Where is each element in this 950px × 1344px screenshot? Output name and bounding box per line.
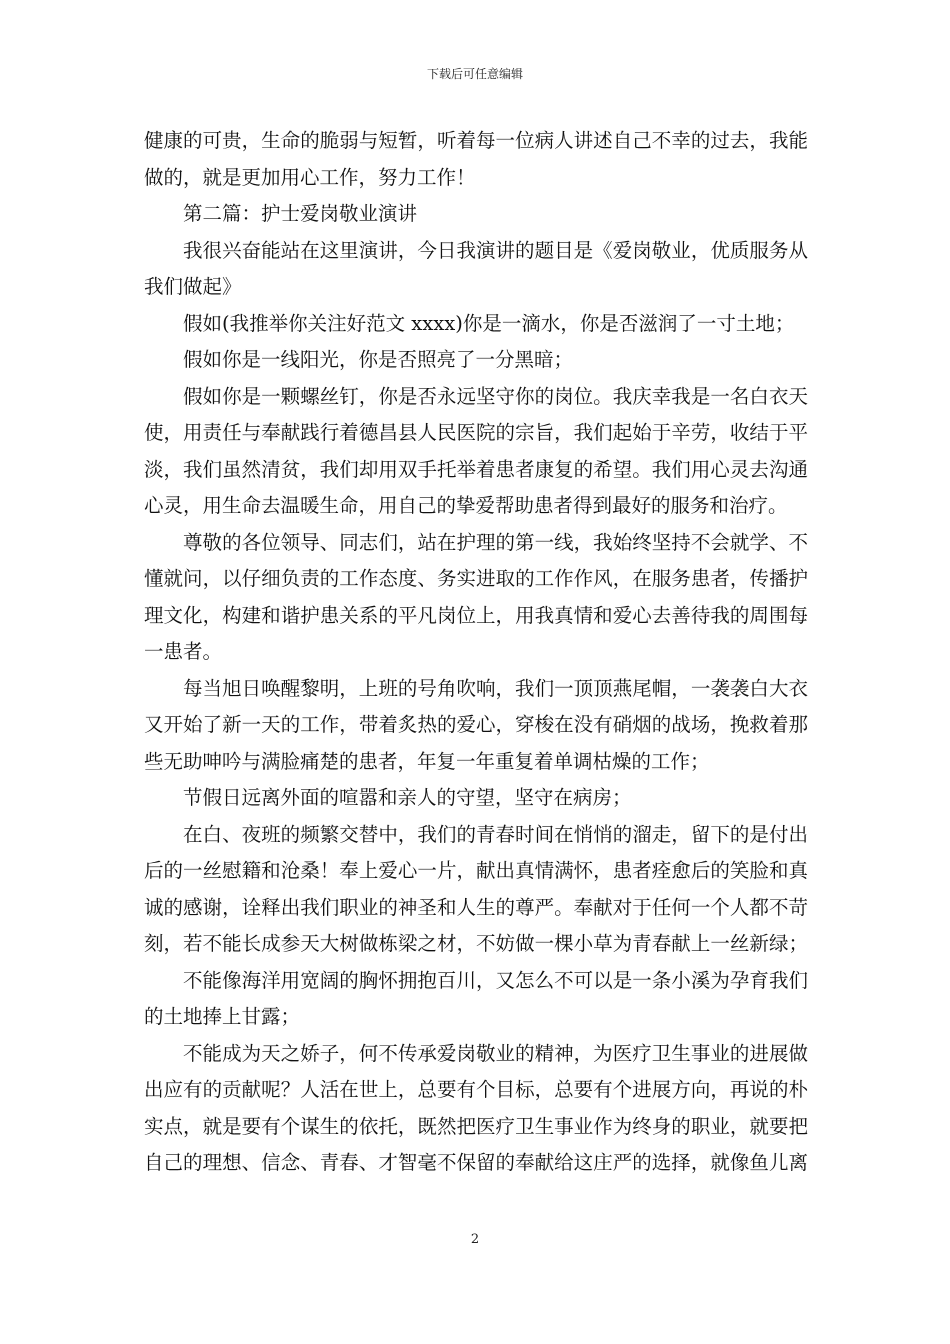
- text-line: 节假日远离外面的喧嚣和亲人的守望，坚守在病房；: [183, 786, 632, 809]
- text-line: 健康的可贵，生命的脆弱与短暂，听着每一位病人讲述自己不幸的过去，我能: [144, 129, 808, 152]
- text-line: 懂就问，以仔细负责的工作态度、务实进取的工作作风，在服务患者，传播护: [144, 567, 808, 590]
- text-line: 又开始了新一天的工作，带着炙热的爱心，穿梭在没有硝烟的战场，挽救着那: [144, 713, 808, 736]
- text-line: 心灵，用生命去温暖生命，用自己的挚爱帮助患者得到最好的服务和治疗。: [144, 494, 788, 517]
- text-line: 尊敬的各位领导、同志们，站在护理的第一线，我始终坚持不会就学、不: [183, 530, 808, 554]
- text-line: 我很兴奋能站在这里演讲，今日我演讲的题目是《爱岗敬业，优质服务从: [183, 238, 808, 262]
- text-line: 实点，就是要有个谋生的依托，既然把医疗卫生事业作为终身的职业，就要把: [144, 1114, 808, 1138]
- text-line: 不能像海洋用宽阔的胸怀拥抱百川，又怎么不可以是一条小溪为孕育我们: [183, 968, 808, 992]
- text-line: 淡，我们虽然清贫，我们却用双手托举着患者康复的希望。我们用心灵去沟通: [144, 457, 808, 481]
- text-line: 假如你是一颗螺丝钉，你是否永远坚守你的岗位。我庆幸我是一名白衣天: [183, 384, 808, 408]
- text-line: 每当旭日唤醒黎明，上班的号角吹响，我们一顶顶燕尾帽，一袭袭白大衣: [183, 676, 808, 700]
- text-line: 假如(我推举你关注好范文 xxxx)你是一滴水，你是否滋润了一寸土地；: [183, 311, 795, 335]
- text-line: 一患者。: [144, 640, 223, 663]
- text-line: 第二篇：护士爱岗敬业演讲: [183, 202, 418, 225]
- text-line: 的土地捧上甘露；: [144, 1005, 301, 1028]
- text-line: 不能成为天之娇子，何不传承爱岗敬业的精神，为医疗卫生事业的进展做: [183, 1041, 808, 1065]
- page-header: 下载后可任意编辑: [426, 67, 523, 81]
- document-body: [144, 123, 808, 1182]
- text-line: 理文化，构建和谐护患关系的平凡岗位上，用我真情和爱心去善待我的周围每: [144, 603, 808, 627]
- text-line: 我们做起》: [144, 275, 242, 298]
- text-line: 在白、夜班的频繁交替中，我们的青春时间在悄悄的溜走，留下的是付出: [183, 822, 808, 846]
- text-line: 刻，若不能长成参天大树做栋梁之材，不妨做一棵小草为青春献上一丝新绿；: [144, 932, 808, 955]
- text-line: 假如你是一线阳光，你是否照亮了一分黑暗；: [183, 348, 574, 371]
- text-line: 出应有的贡献呢？人活在世上，总要有个目标，总要有个进展方向，再说的朴: [144, 1078, 808, 1101]
- text-line: 些无助呻吟与满脸痛楚的患者，年复一年重复着单调枯燥的工作；: [144, 749, 710, 773]
- text-line: 自己的理想、信念、青春、才智毫不保留的奉献给这庄严的选择，就像鱼儿离: [144, 1151, 808, 1174]
- text-line: 使，用责任与奉献践行着德昌县人民医院的宗旨，我们起始于辛劳，收结于平: [144, 421, 808, 444]
- page-number: 2: [470, 1232, 480, 1247]
- text-line: 后的一丝慰籍和沧桑！奉上爱心一片，献出真情满怀，患者痊愈后的笑脸和真: [144, 859, 808, 882]
- text-line: 诚的感谢，诠释出我们职业的神圣和人生的尊严。奉献对于任何一个人都不苛: [144, 895, 808, 919]
- text-line: 做的，就是更加用心工作，努力工作！: [144, 165, 476, 189]
